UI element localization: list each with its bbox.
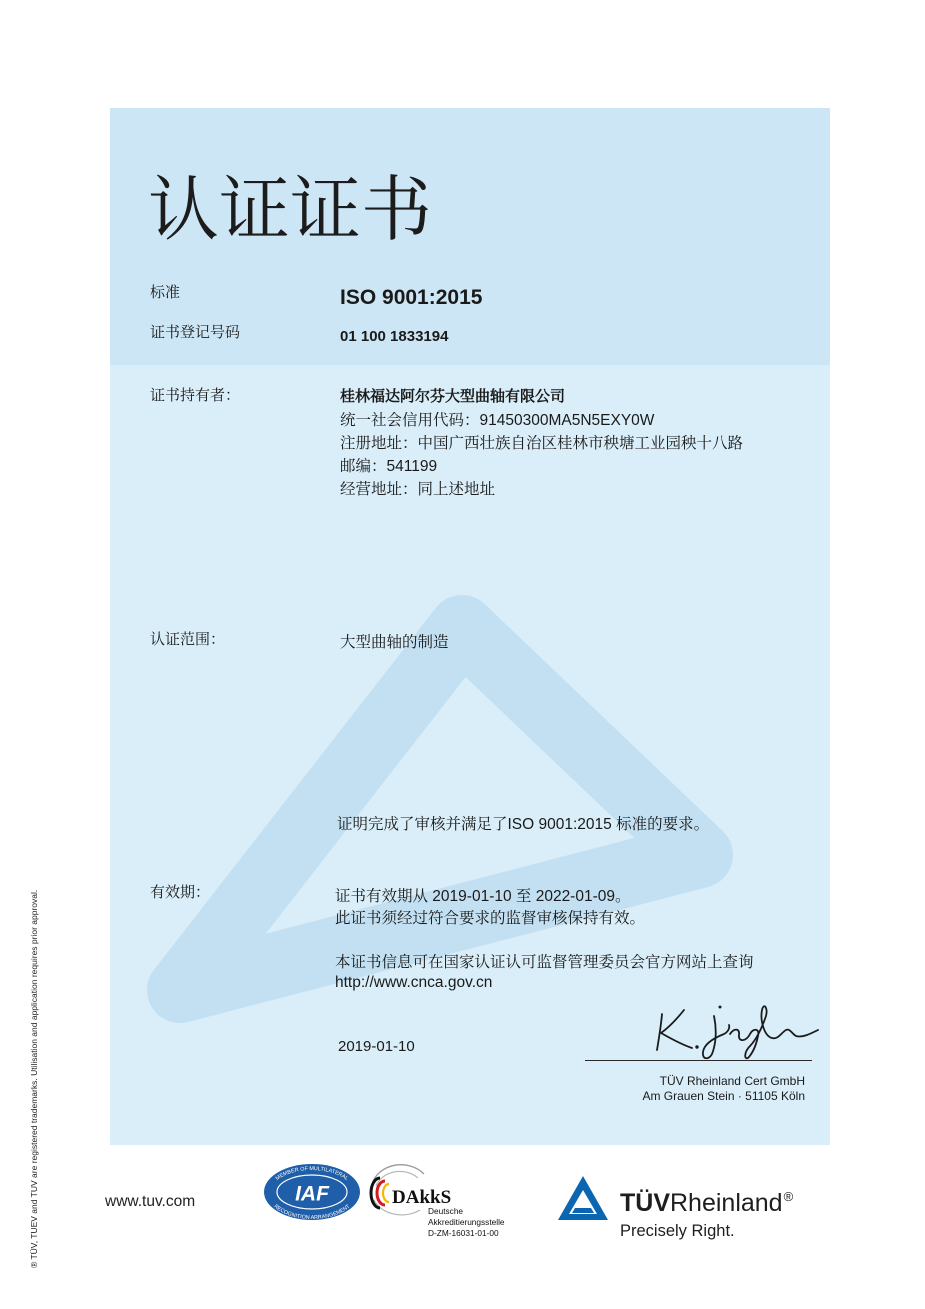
trademark-notice: ® TÜV, TUEV and TUV are registered trademarks. Utilisation and application requires prior approval. xyxy=(29,889,39,1268)
holder-business-address: 经营地址：同上述地址 xyxy=(340,481,496,498)
lookup-url: http://www.cnca.gov.cn xyxy=(335,974,493,991)
iaf-logo xyxy=(262,1162,362,1222)
dakks-line-2: Akkreditierungsstelle xyxy=(428,1217,505,1227)
iaf-ring-top: MEMBER OF MULTILATERAL xyxy=(274,1165,350,1182)
issuer-address: Am Grauen Stein · 51105 Köln xyxy=(642,1089,805,1103)
tuv-tagline: Precisely Right. xyxy=(620,1222,735,1240)
standard-value: ISO 9001:2015 xyxy=(340,286,483,309)
lookup-note: 本证书信息可在国家认证认可监督管理委员会官方网站上查询 xyxy=(335,954,754,971)
holder-credit-code: 统一社会信用代码：91450300MA5N5EXY0W xyxy=(340,412,655,429)
registration-label: 证书登记号码 xyxy=(150,324,241,341)
issue-date: 2019-01-10 xyxy=(338,1038,415,1055)
dakks-logo xyxy=(366,1160,520,1242)
compliance-statement: 证明完成了审核并满足了ISO 9001:2015 标准的要求。 xyxy=(337,816,710,833)
tuv-brand-regular: Rheinland xyxy=(670,1189,783,1217)
validity-condition: 此证书须经过符合要求的监督审核保持有效。 xyxy=(335,910,646,927)
issuer-name: TÜV Rheinland Cert GmbH xyxy=(659,1074,805,1088)
validity-period: 证书有效期从 2019-01-10 至 2022-01-09。 xyxy=(335,888,631,905)
website-text: www.tuv.com xyxy=(105,1193,196,1210)
registration-number: 01 100 1833194 xyxy=(340,328,449,345)
validity-label: 有效期： xyxy=(150,884,211,901)
standard-label: 标准 xyxy=(150,284,181,301)
iaf-ring-bottom: RECOGNITION ARRANGEMENT xyxy=(272,1203,352,1222)
holder-registered-address: 注册地址：中国广西壮族自治区桂林市秧塘工业园秧十八路 xyxy=(340,435,744,452)
registered-mark: ® xyxy=(783,1189,794,1204)
dakks-registration: D-ZM-16031-01-00 xyxy=(428,1228,499,1238)
tuv-brand-bold: TÜV xyxy=(620,1189,670,1217)
tuv-brand xyxy=(620,1191,793,1216)
holder-label: 证书持有者： xyxy=(150,387,241,404)
certificate-title: 认证证书 xyxy=(148,168,433,251)
tuv-triangle-icon xyxy=(556,1173,610,1223)
scope-label: 认证范围： xyxy=(150,631,226,648)
holder-postcode: 邮编：541199 xyxy=(340,458,438,475)
signature xyxy=(640,988,820,1064)
holder-name: 桂林福达阿尔芬大型曲轴有限公司 xyxy=(340,388,566,405)
iaf-acronym: IAF xyxy=(295,1182,329,1206)
dakks-name: DAkkS xyxy=(392,1187,452,1208)
signature-line xyxy=(585,1060,812,1061)
dakks-line-1: Deutsche xyxy=(428,1206,464,1216)
scope-value: 大型曲轴的制造 xyxy=(340,634,449,651)
